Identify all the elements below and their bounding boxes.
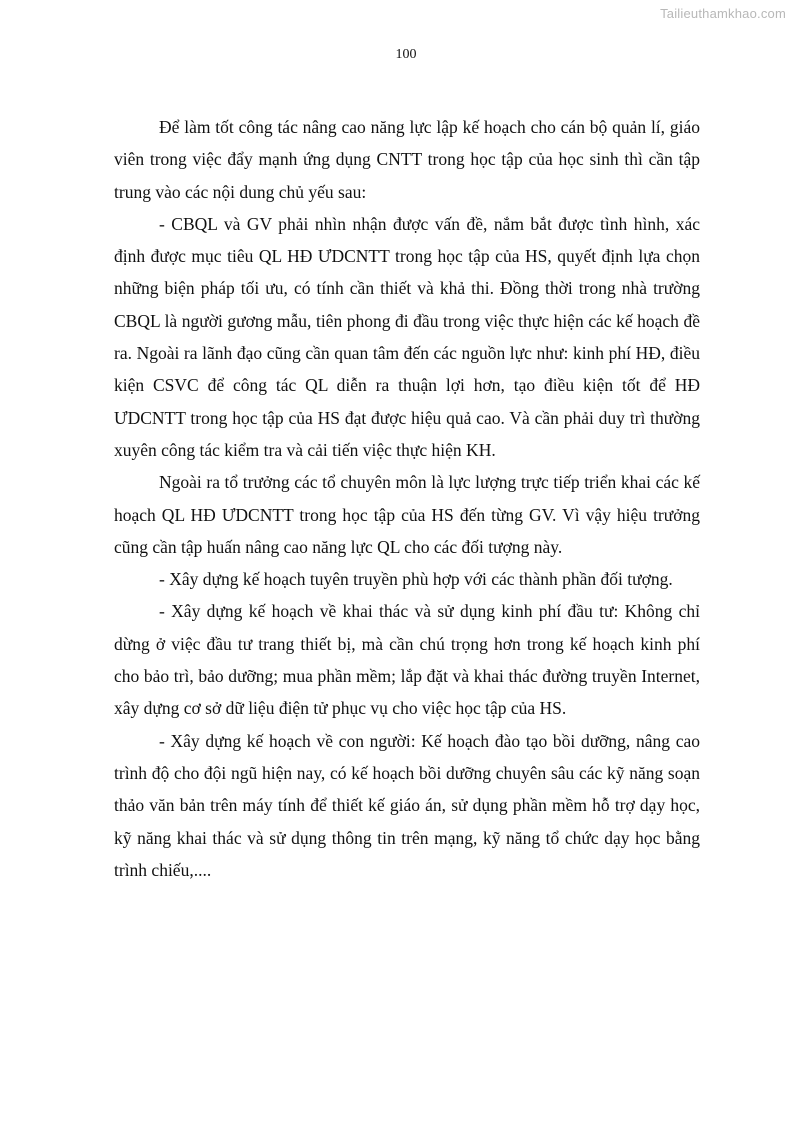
page-number: 100 <box>395 47 417 62</box>
paragraph-intro: Để làm tốt công tác nâng cao năng lực lập kế hoạch cho cán bộ quản lí, giáo viên trong việc đẩy mạnh ứng dụng CNTT trong học tập của học sinh thì cần tập trung vào các nội dung chủ yếu sau: <box>114 117 700 202</box>
paragraph-to-truong: Ngoài ra tổ trưởng các tổ chuyên môn là lực lượng trực tiếp triển khai các kế hoạch QL HĐ ƯDCNTT trong học tập của HS đến từng GV. Vì vậy hiệu trưởng cũng cần tập huấn nâng cao năng lực QL cho các đối tượng này. <box>114 472 700 557</box>
document-body <box>114 111 700 886</box>
paragraph-kinh-phi: - Xây dựng kế hoạch về khai thác và sử dụng kinh phí đầu tư: Không chỉ dừng ở việc đầu tư trang thiết bị, mà cần chú trọng hơn trong kế hoạch kinh phí cho bảo trì, bảo dưỡng; mua phần mềm; lắp đặt và khai thác đường truyền Internet, xây dựng cơ sở dữ liệu điện tử phục vụ cho việc học tập của HS. <box>114 601 700 719</box>
paragraph-tuyen-truyen: - Xây dựng kế hoạch tuyên truyền phù hợp với các thành phần đối tượng. <box>159 569 673 590</box>
watermark-text: Tailieuthamkhao.com <box>660 6 786 21</box>
paragraph-con-nguoi: - Xây dựng kế hoạch về con người: Kế hoạch đào tạo bồi dưỡng, nâng cao trình độ cho đội ngũ hiện nay, có kế hoạch bồi dưỡng chuyên sâu các kỹ năng soạn thảo văn bản trên máy tính để thiết kế giáo án, sử dụng phần mềm hỗ trợ dạy học, kỹ năng khai thác và sử dụng thông tin trên mạng, kỹ năng tổ chức dạy học bằng trình chiếu,.... <box>114 730 700 880</box>
paragraph-cbql-gv: - CBQL và GV phải nhìn nhận được vấn đề, nắm bắt được tình hình, xác định được mục tiêu QL HĐ ƯDCNTT trong học tập của HS, quyết định lựa chọn những biện pháp tối ưu, có tính cần thiết và khả thi. Đồng thời trong nhà trường CBQL là người gương mẫu, tiên phong đi đầu trong việc thực hiện các kế hoạch đề ra. Ngoài ra lãnh đạo cũng cần quan tâm đến các nguồn lực như: kinh phí HĐ, điều kiện CSVC để công tác QL diễn ra thuận lợi hơn, tạo điều kiện tốt để HĐ ƯDCNTT trong học tập của HS đạt được hiệu quả cao. Và cần phải duy trì thường xuyên công tác kiểm tra và cải tiến việc thực hiện KH. <box>114 213 700 460</box>
